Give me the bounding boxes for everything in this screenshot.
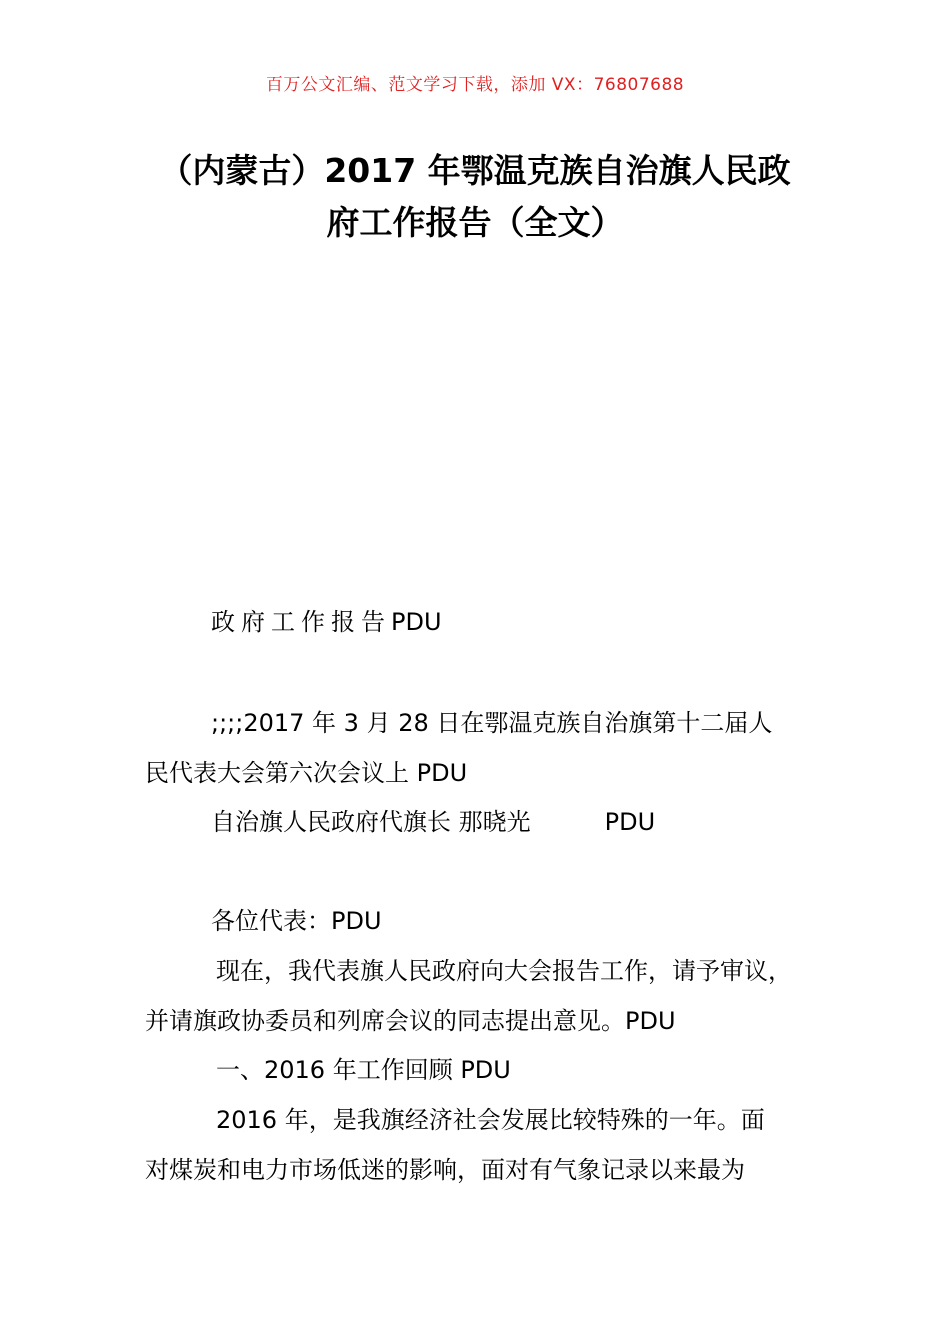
header-note: 百万公文汇编、范文学习下载，添加 VX：76807688 [265, 75, 685, 95]
section-heading-1: 一、2016 年工作回顾 PDU [216, 1056, 511, 1084]
greeting: 各位代表：PDU [211, 907, 382, 935]
report-subtitle [211, 607, 442, 637]
document-title-line-1: （内蒙古）2017 年鄂温克族自治旗人民政 [159, 151, 791, 190]
report-subtitle-text: 政府工作报告 [211, 608, 391, 636]
document-title-line-2: 府工作报告（全文） [326, 203, 624, 242]
paragraph-1-line-2: 并请旗政协委员和列席会议的同志提出意见。PDU [145, 1007, 676, 1035]
author-text: 自治旗人民政府代旗长 那晓光 [211, 808, 531, 836]
report-subtitle-tail: PDU [391, 608, 442, 636]
paragraph-2-line-2: 对煤炭和电力市场低迷的影响，面对有气象记录以来最为 [145, 1156, 745, 1184]
author-tail: PDU [604, 808, 656, 836]
paragraph-2-line-1: 2016 年，是我旗经济社会发展比较特殊的一年。面 [216, 1106, 765, 1134]
date-line-1: ;;;;2017 年 3 月 28 日在鄂温克族自治旗第十二届人 [211, 709, 773, 737]
paragraph-1-line-1: 现在，我代表旗人民政府向大会报告工作，请予审议， [216, 957, 792, 985]
date-line-2: 民代表大会第六次会议上 PDU [145, 759, 468, 787]
author-line [211, 807, 655, 837]
